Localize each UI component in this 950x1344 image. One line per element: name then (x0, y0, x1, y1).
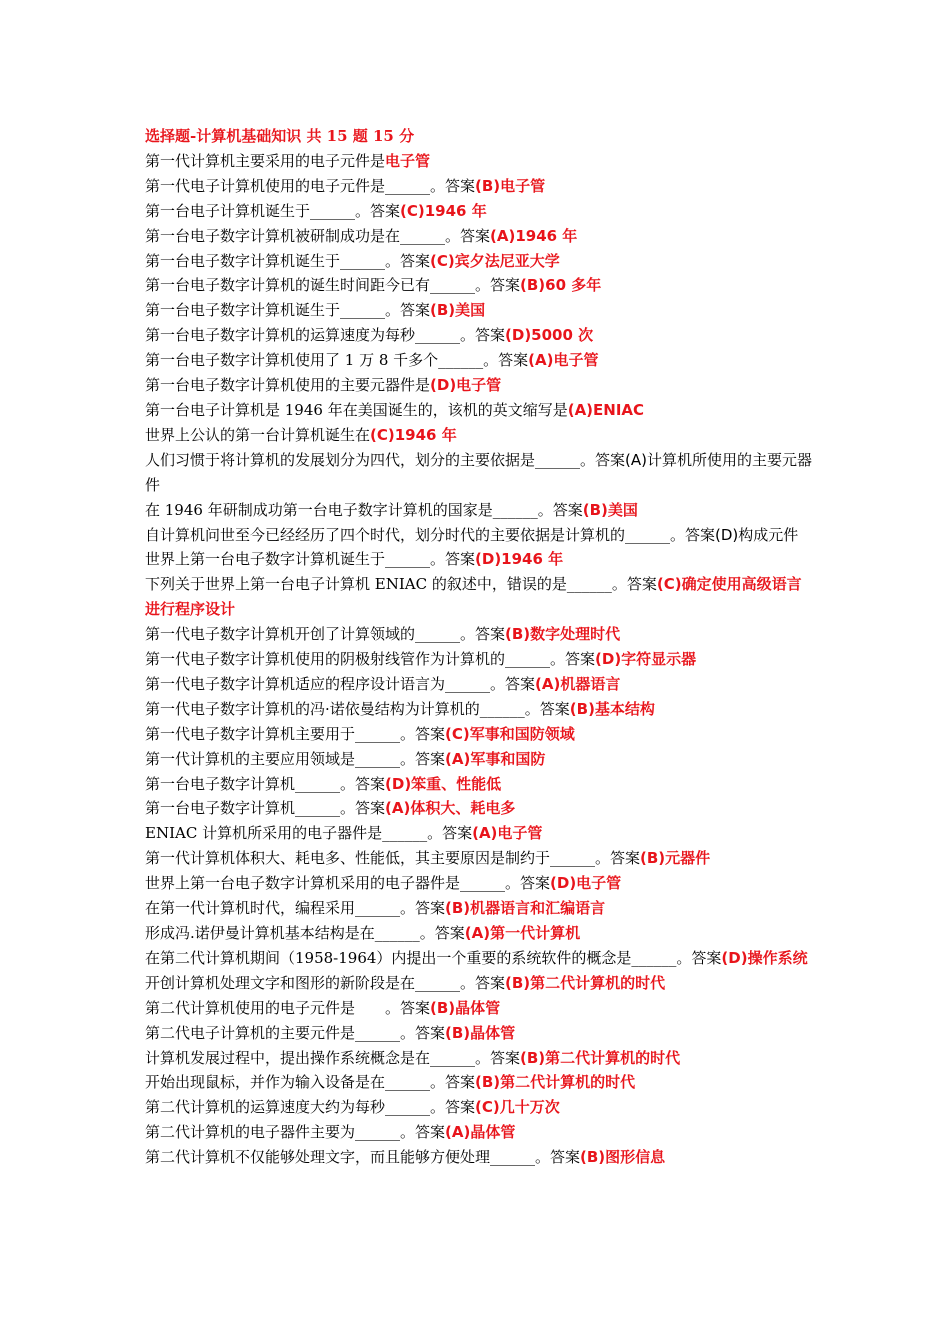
question-text: 第一代电子数字计算机的冯·诺依曼结构为计算机的______。答案 (145, 699, 570, 718)
question-text: 第一代电子数字计算机主要用于______。答案 (145, 724, 446, 743)
answer-text: (A)军事和国防 (445, 749, 546, 768)
question-text: 第一台电子数字计算机诞生于______。答案 (145, 251, 431, 270)
question-text: 第一代电子数字计算机开创了计算领域的______。答案 (145, 625, 506, 644)
question-text: 第一台电子数字计算机诞生于______。答案 (145, 301, 431, 320)
question-line (145, 971, 813, 996)
question-line (145, 1120, 813, 1145)
answer-text: (B)第二代计算机的时代 (505, 973, 666, 992)
question-line (145, 1145, 813, 1170)
question-text: 第二代计算机的运算速度大约为每秒______。答案 (145, 1098, 476, 1117)
question-text: 开创计算机处理文字和图形的新阶段是在______。答案 (145, 973, 506, 992)
answer-text: (B)第二代计算机的时代 (520, 1048, 681, 1067)
question-text: 第一代电子数字计算机使用的阴极射线管作为计算机的______。答案 (145, 650, 596, 669)
question-text: 世界上公认的第一台计算机诞生在 (145, 425, 371, 444)
question-text: 第一代电子数字计算机适应的程序设计语言为______。答案 (145, 674, 536, 693)
answer-text: (A)机器语言 (535, 674, 621, 693)
answer-text: (D)笨重、性能低 (385, 774, 502, 793)
question-text: 第二代电子计算机的主要元件是______。答案 (145, 1023, 446, 1042)
answer-text: (D)字符显示器 (595, 650, 697, 669)
question-line (145, 747, 813, 772)
question-line (145, 622, 813, 647)
answer-text: (C)1946 年 (370, 425, 457, 444)
answer-text: (C)军事和国防领域 (445, 724, 575, 743)
question-text: 第一代计算机的主要应用领域是______。答案 (145, 749, 446, 768)
question-text: 第一台电子数字计算机使用了 1 万 8 千多个______。答案 (145, 351, 529, 370)
answer-text: (B)图形信息 (580, 1148, 666, 1167)
question-text: 第一台电子数字计算机被研制成功是在______。答案 (145, 226, 491, 245)
question-line (145, 921, 813, 946)
answer-text: (B)元器件 (640, 849, 711, 868)
question-line (145, 697, 813, 722)
question-line (145, 348, 813, 373)
question-line (145, 722, 813, 747)
question-line (145, 249, 813, 274)
question-line (145, 1095, 813, 1120)
answer-text: (B)数字处理时代 (505, 625, 621, 644)
question-line (145, 871, 813, 896)
answer-text: (B)电子管 (475, 176, 546, 195)
answer-text: (C)宾夕法尼亚大学 (430, 251, 560, 270)
question-line (145, 572, 813, 622)
question-text: 第一代电子计算机使用的电子元件是______。答案 (145, 176, 476, 195)
answer-text: (B)美国 (430, 301, 486, 320)
question-line (145, 996, 813, 1021)
question-text: 第二代计算机的电子器件主要为______。答案 (145, 1123, 446, 1142)
question-text: 第一台电子数字计算机使用的主要元器件是 (145, 376, 431, 395)
question-line (145, 796, 813, 821)
question-line (145, 398, 813, 423)
answer-text: (A)电子管 (472, 824, 543, 843)
question-text: 在第二代计算机期间（1958-1964）内提出一个重要的系统软件的概念是______。答案 (145, 948, 722, 967)
question-text: 在 1946 年研制成功第一台电子数字计算机的国家是______。答案 (145, 500, 583, 519)
answer-text: (B)60 多年 (520, 276, 602, 295)
question-line (145, 523, 813, 548)
question-text: 第一台电子计算机是 1946 年在美国诞生的，该机的英文缩写是 (145, 400, 568, 419)
answer-text: (D)1946 年 (475, 550, 564, 569)
question-line (145, 1070, 813, 1095)
answer-text: (D)构成元件 (715, 525, 799, 544)
question-text: 第二代计算机使用的电子元件是 。答案 (145, 998, 431, 1017)
question-line (145, 199, 813, 224)
answer-text: (B)机器语言和汇编语言 (445, 899, 606, 918)
question-text: ENIAC 计算机所采用的电子器件是______。答案 (145, 824, 473, 843)
answer-text: (B)基本结构 (569, 699, 655, 718)
question-line (145, 323, 813, 348)
question-text: 第一台电子数字计算机______。答案 (145, 799, 386, 818)
answer-text: (A)晶体管 (445, 1123, 516, 1142)
question-line (145, 448, 813, 498)
question-text: 第一代计算机主要采用的电子元件是 (145, 151, 386, 170)
answer-text: 电子管 (385, 151, 431, 170)
question-line (145, 373, 813, 398)
question-line (145, 547, 813, 572)
question-line (145, 821, 813, 846)
question-text: 第一台电子数字计算机的诞生时间距今已有______。答案 (145, 276, 521, 295)
answer-text: (A)电子管 (528, 351, 599, 370)
answer-text: (B)美国 (582, 500, 638, 519)
question-text: 在第一代计算机时代，编程采用______。答案 (145, 899, 446, 918)
answer-text: (B)晶体管 (430, 998, 501, 1017)
question-line (145, 1021, 813, 1046)
question-line (145, 423, 813, 448)
answer-text: (A)1946 年 (490, 226, 578, 245)
answer-text: (C)1946 年 (400, 201, 487, 220)
question-text: 世界上第一台电子数字计算机采用的电子器件是______。答案 (145, 874, 551, 893)
answer-text: (C)确定使用高级语言进行程序设计 (145, 575, 802, 619)
answer-text: (D)电子管 (430, 376, 502, 395)
question-line (145, 298, 813, 323)
question-text: 第一台电子数字计算机的运算速度为每秒______。答案 (145, 326, 506, 345)
question-text: 第一代计算机体积大、耗电多、性能低，其主要原因是制约于______。答案 (145, 849, 641, 868)
question-line (145, 1046, 813, 1071)
question-line (145, 672, 813, 697)
question-text: 计算机发展过程中，提出操作系统概念是在______。答案 (145, 1048, 521, 1067)
answer-text: (A)ENIAC (567, 400, 645, 419)
answer-text: (C)几十万次 (475, 1098, 560, 1117)
question-text: 下列关于世界上第一台电子计算机 ENIAC 的叙述中，错误的是______。答案 (145, 575, 657, 594)
question-text: 自计算机问世至今已经经历了四个时代，划分时代的主要依据是计算机的______。答案 (145, 525, 716, 544)
question-line (145, 896, 813, 921)
document-body (145, 124, 813, 1170)
answer-text: (B)第二代计算机的时代 (475, 1073, 636, 1092)
question-text: 形成冯.诺伊曼计算机基本结构是在______。答案 (145, 924, 465, 942)
question-line (145, 647, 813, 672)
section-heading: 选择题-计算机基础知识 共 15 题 15 分 (145, 127, 415, 145)
answer-text: (D)电子管 (550, 874, 622, 893)
answer-text: (A)计算机所使用的主要元器件 (145, 450, 812, 494)
question-text: 第一台电子计算机诞生于______。答案 (145, 201, 401, 220)
question-text: 开始出现鼠标，并作为输入设备是在______。答案 (145, 1073, 476, 1092)
question-text: 第一台电子数字计算机______。答案 (145, 774, 386, 793)
question-text: 人们习惯于将计算机的发展划分为四代，划分的主要依据是______。答案 (145, 450, 626, 469)
answer-text: (A)体积大、耗电多 (385, 799, 516, 818)
question-line (145, 772, 813, 797)
answer-text: (D)5000 次 (505, 326, 594, 345)
question-line (145, 946, 813, 971)
answer-text: (D)操作系统 (721, 948, 808, 967)
answer-text: (B)晶体管 (445, 1023, 516, 1042)
question-line (145, 224, 813, 249)
question-line (145, 273, 813, 298)
question-text: 世界上第一台电子数字计算机诞生于______。答案 (145, 550, 476, 569)
answer-text: (A)第一代计算机 (464, 924, 581, 942)
question-line (145, 174, 813, 199)
question-line (145, 846, 813, 871)
question-line (145, 498, 813, 523)
question-line (145, 149, 813, 174)
question-text: 第二代计算机不仅能够处理文字，而且能够方便处理______。答案 (145, 1148, 581, 1167)
